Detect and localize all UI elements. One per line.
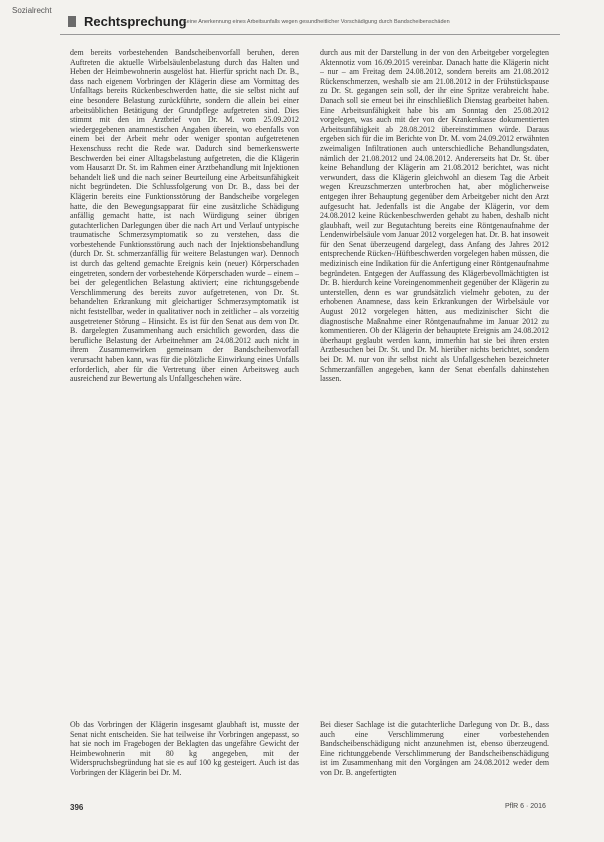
header-rule: [60, 34, 560, 35]
right-paragraph-1: durch aus mit der Darstellung in der von den Arbeitgeber vorgelegten Aktennotiz vom 16.09.2015 vereinbar. Danach hatte die Klägerin nicht – nur – am Freitag dem 24.08.2012, sondern bereits am 21.08.2012 Rückenschmerzen, weshalb sie am 21.08.2012 in der Frühstückspause zu Dr. St. gegangen sein soll, der ihr eine Spritze verabreicht habe. Danach soll sie erneut bei ihr einschließlich Dienstag gearbeitet haben. Eine Arbeitsunfähigkeit habe bis am Sonntag den 25.08.2012 vorgelegen, was auch mit der von der Krankenkasse dokumentierten Arbeitsunfähigkeit ab 28.08.2012 übereinstimmen würde. Daraus ergeben sich für die im Berichte von Dr. M. vom 24.09.2012 erwähnten zweimaligen Infiltrationen auch unterschiedliche Behandlungsdaten, nämlich der 21.08.2012 und 24.08.2012. Andererseits hat Dr. St. über keine Behandlung der Klägerin am 21.08.2012 berichtet, was nicht verwundert, dass die Klägerin gleichwohl an diesem Tag die Arbeit wegen Kreuzschmerzen unterbrochen hat, aber möglicherweise entgegen ihrer Behauptung gegenüber dem Arbeitgeber nicht den Arzt aufgesucht hat. Jedenfalls ist die Angabe der Klägerin, vor dem 24.08.2012 keine Rückenbeschwerden gehabt zu haben, deshalb nicht glaubhaft, weil zur Begutachtung bereits eine Röntgenaufnahme der Lendenwirbelsäule vom Januar 2012 vorgelegen hat. Dr. B. hat insoweit für den Senat überzeugend dargelegt, dass Anfang des Jahres 2012 entsprechende Rücken-/Hüftbeschwerden vorgelegen haben müssen, die medizinisch eine Indikation für die Anfertigung einer Röntgenaufnahme begründeten. Entgegen der Auffassung des Klägerbevollmächtigten ist Dr. B. hierdurch keine Voreingenommenheit gegenüber der Klägerin zu unterstellen, denn es war grundsätzlich vielmehr geboten, zu der erhobenen Anamnese, dass kein Erkrankungen der Wirbelsäule vor August 2012 vorgelegen hätten, aus medizinischer Sicht die diagnostische Maßnahme einer Röntgenaufnahme im Januar 2012 zu kommentieren. Ob der Klägerin der behauptete Ereignis am 24.08.2012 überhaupt geglaubt werden kann, immerhin hat sie bei ihren ersten Arztbesuchen bei Dr. St. und Dr. M. hierüber nichts berichtet, sondern bei Dr. M. nur von ihr selbst nicht als Unfallgeschehen bezeichneter Schmerzanfällen angegeben, kann der Senat ebenfalls dahinstehen lassen.: [320, 48, 549, 384]
left-paragraph-1: dem bereits vorbestehenden Bandscheibenvorfall beruhen, deren Auftreten die aktuelle Wirbelsäulenbelastung durch das Halten und Heben der Heimbewohnerin ausgelöst hat. Hierfür spricht nach Dr. B., dass nach eigenem Vorbringen der Klägerin diese am Vormittag des Unfalltags bereits Rückenbeschwerden hatte, die sie selbst nicht auf eine besondere Belastung zurückführte, sondern die allein bei einer arbeitsüblichen Betätigung der Grundpflege aufgetreten sind. Dies stimmt mit den im Arztbrief von Dr. M. vom 25.09.2012 wiedergegebenen anamnestischen Angaben überein, wo ebenfalls von einem bei der Arbeit mehr oder weniger spontan aufgetretenen Hexenschuss recht die Rede war. Dadurch sind bemerkenswerte Beschwerden bei einer Alltagsbelastung aufgetreten, die die Klägerin vom Hausarzt Dr. St. im Rahmen einer Arztbehandlung mit Injektionen behandelt ließ und die nach seiner Beurteilung eine Arbeitsunfähigkeit nicht begründeten. Die Schlussfolgerung von Dr. B., dass bei der Klägerin bereits eine Funktionsstörung der Bandscheibe vorgelegen hatte, die den Bewegungsapparat für eine zusätzliche Schädigung anfällig gemacht hatte, ist nach Würdigung seiner übrigen gutachterlichen Darlegungen über die nach Art und Verlauf untypische traumatische Schmerzsymptomatik so zu verstehen, dass die vorbestehende Funktionsstörung auch nach der Injektionsbehandlung (durch Dr. St. schmerzanfällig für weitere Belastungen war). Dennoch ist durch das geltend gemachte Ereignis kein (neuer) Körperschaden eingetreten, sondern der vorbestehende Körperschaden wurde – einem – bei der gelegentlichen Belastung aktiviert; eine richtungsgebende Verschlimmerung des bereits zuvor aufgetretenen, von Dr. St. behandelten Erkrankung mit gleichartiger Schmerzsymptomatik ist nicht feststellbar, weder in qualitativer noch in zeitlicher – als vorzeitig ausgetretener Störung – Hinsicht. Es ist für den Senat aus dem von Dr. B. dargelegten Zusammenhang auch ersichtlich geworden, dass die berufliche Belastung der Arbeitnehmer am 24.08.2012 auch nicht in ihrem Zusammenwirken gemeinsam der Bandscheibenvorfall verursacht haben kann, was für die plötzliche Einwirkung eines Unfalls erforderlich, aber für die Vertretung über einen Arbeitsweg auch ausreichend zur Bewertung als Unfallgeschehen wäre.: [70, 48, 299, 384]
left-paragraph-2: Ob das Vorbringen der Klägerin insgesamt glaubhaft ist, musste der Senat nicht entscheiden. Sie hat teilweise ihr Vorbringen angepasst, so hat sie noch im Fragebogen der Beklagten das ungefähre Gewicht der Heimbewohnerin mit 80 kg angegeben, mit der Widerspruchsbegründung hat sie es auf 100 kg gesteigert. Auch ist das Vorbringen der Klägerin bei Dr. M.: [70, 720, 299, 777]
header-accent-bar: [68, 16, 76, 27]
page-subtitle: Keine Anerkennung eines Arbeitsunfalls wegen gesundheitlicher Vorschädigung durch Bandscheibenschäden: [183, 19, 450, 25]
journal-reference: PflR 6 · 2016: [505, 803, 546, 810]
left-column-lower: [70, 720, 299, 778]
right-column: [320, 48, 549, 384]
right-paragraph-2: Bei dieser Sachlage ist die gutachterliche Darlegung von Dr. B., dass auch eine Verschlimmerung einer vorbestehenden Bandscheibenschädigung nicht anzunehmen ist, ebenso überzeugend. Eine richtunggebende Verschlimmerung der Bandscheibenschädigung ist im Zusammenhang mit den Vorgängen am 24.08.2012 weder dem von Dr. B. angefertigten: [320, 720, 549, 777]
right-column-lower: [320, 720, 549, 778]
section-label: Sozialrecht: [12, 6, 52, 15]
page-number: 396: [70, 803, 84, 812]
left-column: [70, 48, 299, 384]
page-title: Rechtsprechung: [84, 14, 187, 29]
